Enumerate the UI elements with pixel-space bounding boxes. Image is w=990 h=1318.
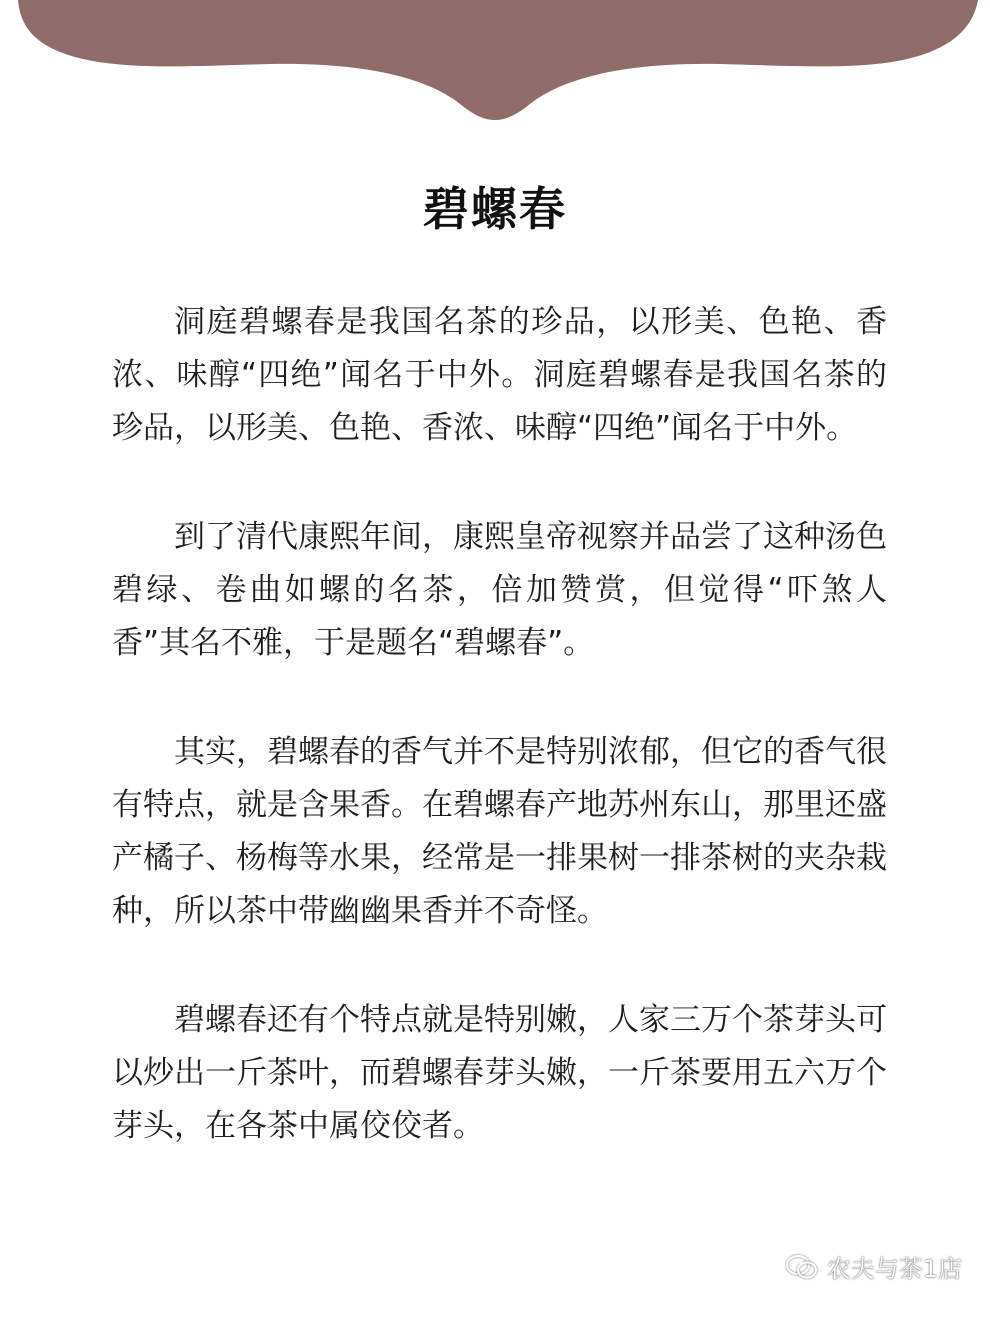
paragraph: 其实，碧螺春的香气并不是特别浓郁，但它的香气很有特点，就是含果香。在碧螺春产地苏州东山，那里还盛产橘子、杨梅等水果，经常是一排果树一排茶树的夹杂栽种，所以茶中带幽幽果香并不奇怪。 — [112, 734, 887, 929]
wechat-icon — [785, 1253, 819, 1281]
paragraph: 洞庭碧螺春是我国名茶的珍品，以形美、色艳、香浓、味醇“四绝”闻名于中外。洞庭碧螺春是我国名茶的珍品，以形美、色艳、香浓、味醇“四绝”闻名于中外。 — [112, 304, 887, 446]
paragraph: 碧螺春还有个特点就是特别嫩，人家三万个茶芽头可以炒出一斤茶叶，而碧螺春芽头嫩，一斤茶要用五六万个芽头，在各茶中属佼佼者。 — [112, 1002, 887, 1144]
paragraph: 到了清代康熙年间，康熙皇帝视察并品尝了这种汤色碧绿、卷曲如螺的名茶，倍加赞赏，但觉得“吓煞人香”其名不雅，于是题名“碧螺春”。 — [112, 519, 887, 661]
top-wave-banner — [0, 0, 990, 125]
banner-shape — [18, 0, 978, 120]
article-body — [112, 296, 887, 1209]
watermark-label: 农夫与茶1店 — [826, 1255, 962, 1283]
watermark — [785, 1249, 962, 1284]
page-title: 碧螺春 — [423, 182, 567, 236]
